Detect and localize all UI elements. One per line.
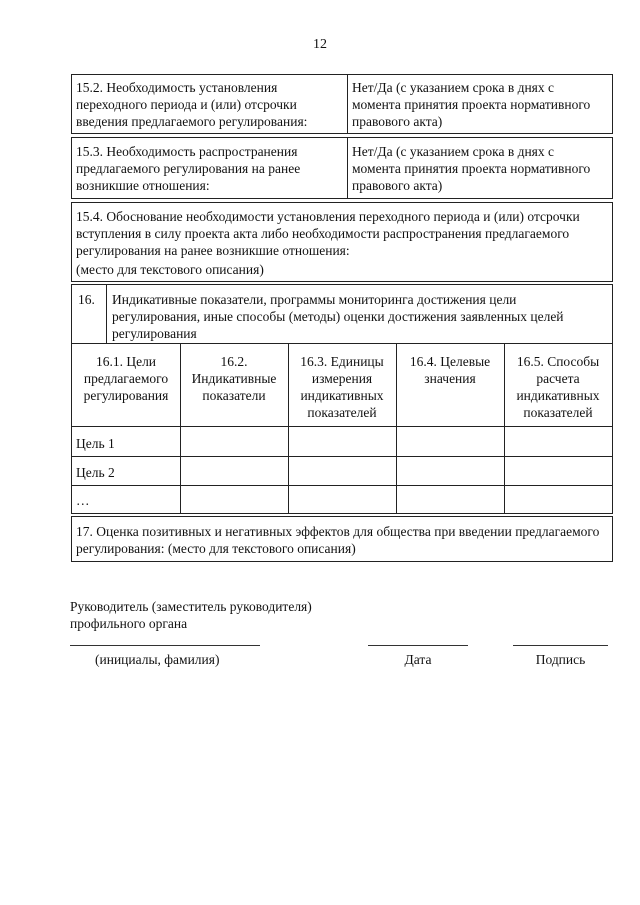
row-15-3 <box>71 137 613 199</box>
date-line <box>368 645 468 646</box>
row-15-2-answer: Нет/Да (с указанием срока в днях с момента принятия проекта нормативного правового акта) <box>352 80 591 129</box>
header-16-2: 16.2. Индикативные показатели <box>191 354 277 403</box>
sign-line <box>513 645 608 646</box>
row-15-4-text: 15.4. Обоснование необходимости установления переходного периода и (или) отсрочки вступления в силу проекта акта либо необходимости распространения предлагаемого регулирования на ранее возникшие отношения: <box>76 209 580 258</box>
sign-label: Подпись <box>535 652 586 667</box>
initials-label: (инициалы, фамилия) <box>95 652 220 667</box>
header-16-5: 16.5. Способы расчета индикативных показателей <box>516 354 600 420</box>
initials-line <box>70 645 260 646</box>
header-16-1: 16.1. Цели предлагаемого регулирования <box>83 354 169 403</box>
section-16-number: 16. <box>78 292 95 307</box>
header-16-4: 16.4. Целевые значения <box>409 354 491 386</box>
head-title: Руководитель (заместитель руководителя) профильного органа <box>70 599 312 631</box>
row-15-4-placeholder: (место для текстового описания) <box>76 262 264 277</box>
row-15-2-question: 15.2. Необходимость установления переходного периода и (или) отсрочки введения предлагаемого регулирования: <box>76 80 308 129</box>
section-16-title: Индикативные показатели, программы мониторинга достижения цели регулирования, иные способы (методы) оценки достижения заявленных целей регулирования <box>112 292 564 341</box>
table-row-goal-1: Цель 1 <box>76 436 115 451</box>
table-row-ellipsis: … <box>76 493 90 508</box>
row-15-4 <box>71 202 613 282</box>
row-15-2 <box>71 74 613 134</box>
row-17-text: 17. Оценка позитивных и негативных эффектов для общества при введении предлагаемого регулирования: (место для текстового описания) <box>76 524 600 556</box>
table-row-goal-2: Цель 2 <box>76 465 115 480</box>
row-15-3-answer: Нет/Да (с указанием срока в днях с момента принятия проекта нормативного правового акта) <box>352 144 591 193</box>
section-16-table <box>71 284 613 514</box>
row-17 <box>71 516 613 562</box>
date-label: Дата <box>404 652 432 667</box>
header-16-3: 16.3. Единицы измерения индикативных показателей <box>300 354 384 420</box>
row-15-3-question: 15.3. Необходимость распространения предлагаемого регулирования на ранее возникшие отношения: <box>76 144 301 193</box>
page-number: 12 <box>313 37 327 52</box>
